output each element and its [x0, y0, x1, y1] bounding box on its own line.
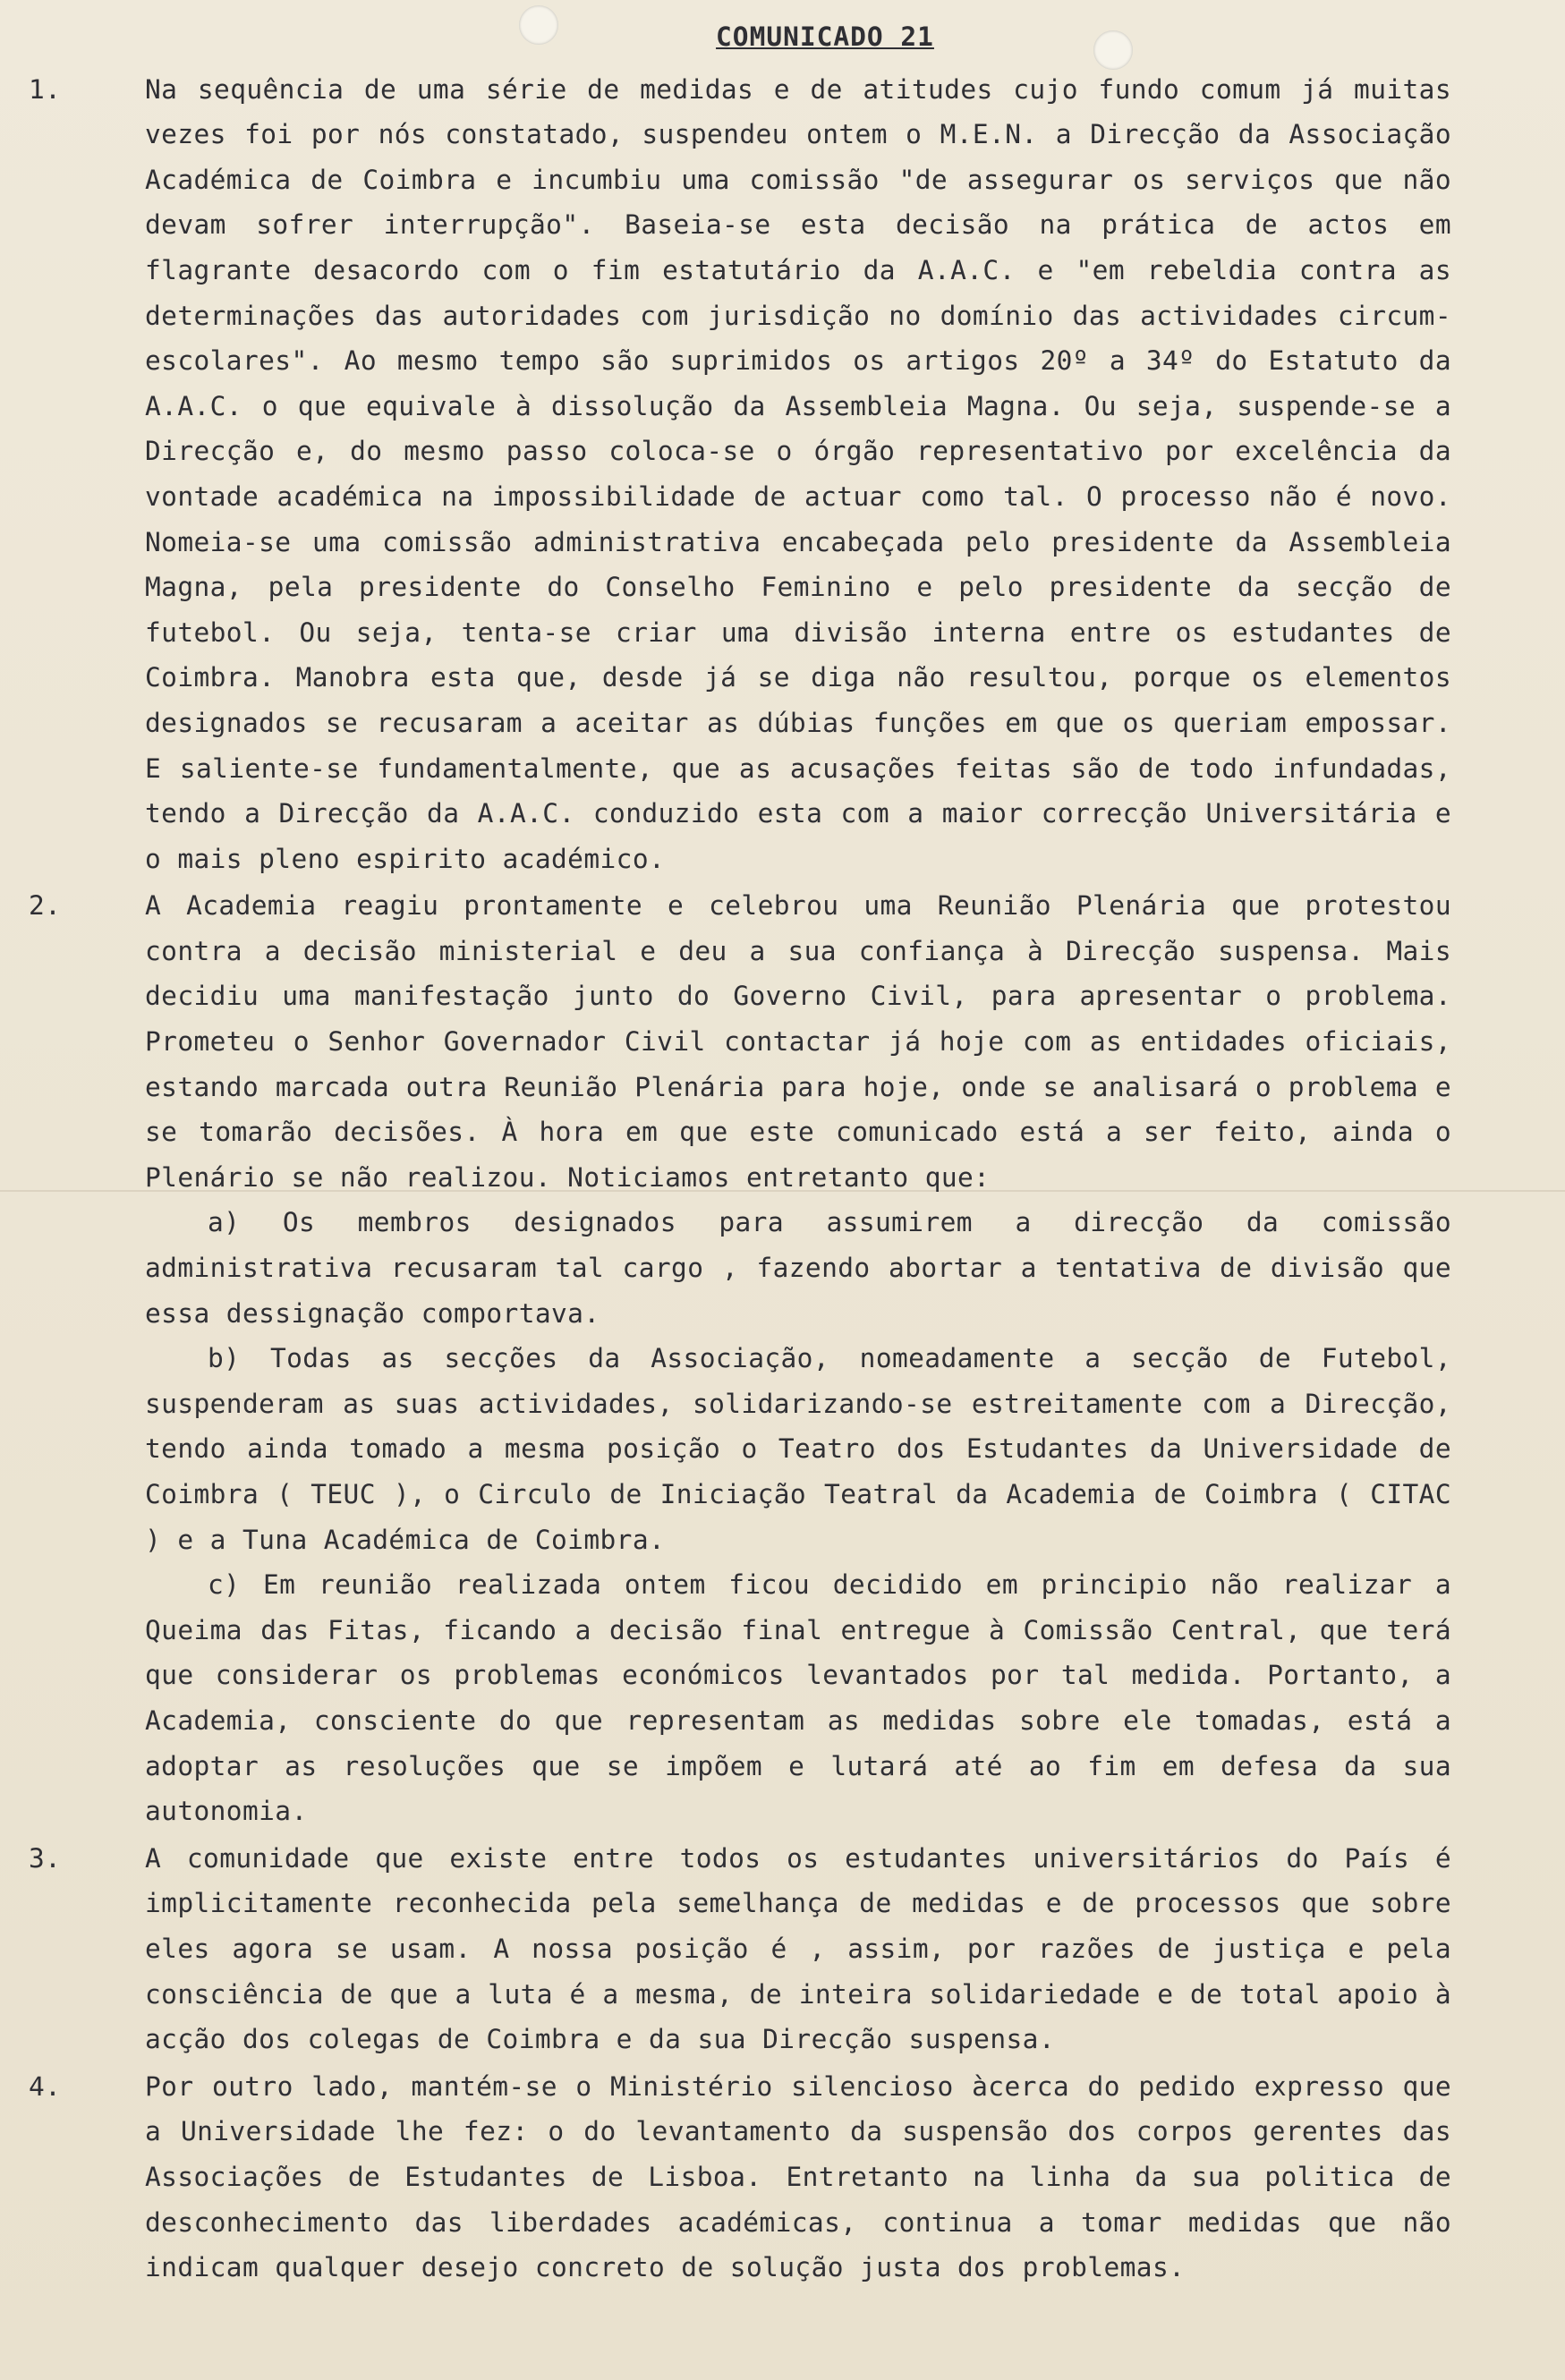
subparagraph-b: b) Todas as secções da Associação, nomeadamente a secção de Futebol, suspenderam as suas actividades, solidarizando-se estreitamente com a Direcção, tendo ainda tomado a mesma posição o Teatro dos Estudantes da Universidade de Coimbra ( TEUC ), o Circulo de Iniciação Teatral da Academia de Coimbra ( CITAC ) e a Tuna Académica de Coimbra. [145, 1343, 1451, 1555]
document-body [29, 14, 1451, 2292]
paragraph-number: 2. [29, 890, 62, 922]
subparagraph-a: a) Os membros designados para assumirem a direcção da comissão administrativa recusaram tal cargo , fazendo abortar a tentativa de divisão que essa dessignação comportava. [145, 1207, 1451, 1329]
paragraph-text: A comunidade que existe entre todos os estudantes universitários do País é implicitamente reconhecida pela semelhança de medidas e de processos que sobre eles agora se usam. A nossa posição é , assim, por razões de justiça e pela consciência de que a luta é a mesma, de inteira solidariedade e de total apoio à acção dos colegas de Coimbra e da sua Direcção suspensa. [145, 1842, 1451, 2055]
paragraph-number: 1. [29, 73, 62, 105]
paragraph-text: Na sequência de uma série de medidas e de atitudes cujo fundo comum já muitas vezes foi por nós constatado, suspendeu ontem o M.E.N. a Direcção da Associação Académica de Coimbra e incumbiu uma comissão "de assegurar os serviços que não devam sofrer interrupção". Baseia-se esta decisão na prática de actos em flagrante desacordo com o fim estatutário da A.A.C. e "em rebeldia contra as determinações das autoridades com jurisdição no domínio das actividades circum-escolares". Ao mesmo tempo são suprimidos os artigos 20º a 34º do Estatuto da A.A.C. o que equivale à dissolução da Assembleia Magna. Ou seja, suspende-se a Direcção e, do mesmo passo coloca-se o órgão representativo por excelência da vontade académica na impossibilidade de actuar como tal. O processo não é novo. Nomeia-se uma comissão administrativa encabeçada pelo presidente da Assembleia Magna, pela presidente do Conselho Feminino e pelo presidente da secção de futebol. Ou seja, tenta-se criar uma divisão interna entre os estudantes de Coimbra. Manobra esta que, desde já se diga não resultou, porque os elementos designados se recusaram a aceitar as dúbias funções em que os queriam empossar. E saliente-se fundamentalmente, que as acusações feitas são de todo infundadas, tendo a Direcção da A.A.C. conduzido esta com a maior correcção Universitária e o mais pleno espirito académico. [145, 73, 1451, 874]
document-title: COMUNICADO 21 [716, 21, 934, 52]
paragraph-1 [29, 67, 1451, 882]
paragraph-number: 3. [29, 1842, 62, 1874]
paragraph-text: A Academia reagiu prontamente e celebrou uma Reunião Plenária que protestou contra a decisão ministerial e deu a sua confiança à Direcção suspensa. Mais decidiu uma manifestação junto do Governo Civil, para apresentar o problema. Prometeu o Senhor Governador Civil contactar já hoje com as entidades oficiais, estando marcada outra Reunião Plenária para hoje, onde se analisará o problema e se tomarão decisões. À hora em que este comunicado está a ser feito, ainda o Plenário se não realizou. Noticiamos entretanto que: [145, 890, 1451, 1193]
paragraph-4 [29, 2064, 1451, 2291]
paragraph-text: Por outro lado, mantém-se o Ministério silencioso àcerca do pedido expresso que a Universidade lhe fez: o do levantamento da suspensão dos corpos gerentes das Associações de Estudantes de Lisboa. Entretanto na linha da sua politica de desconhecimento das liberdades académicas, continua a tomar medidas que não indicam qualquer desejo concreto de solução justa dos problemas. [145, 2070, 1451, 2283]
subparagraph-c: c) Em reunião realizada ontem ficou decidido em principio não realizar a Queima das Fitas, ficando a decisão final entregue à Comissão Central, que terá que considerar os problemas económicos levantados por tal medida. Portanto, a Academia, consciente do que representam as medidas sobre ele tomadas, está a adoptar as resoluções que se impõem e lutará até ao fim em defesa da sua autonomia. [145, 1569, 1451, 1827]
paragraph-number: 4. [29, 2070, 62, 2102]
paragraph-2 [29, 883, 1451, 1833]
paragraph-3 [29, 1836, 1451, 2062]
